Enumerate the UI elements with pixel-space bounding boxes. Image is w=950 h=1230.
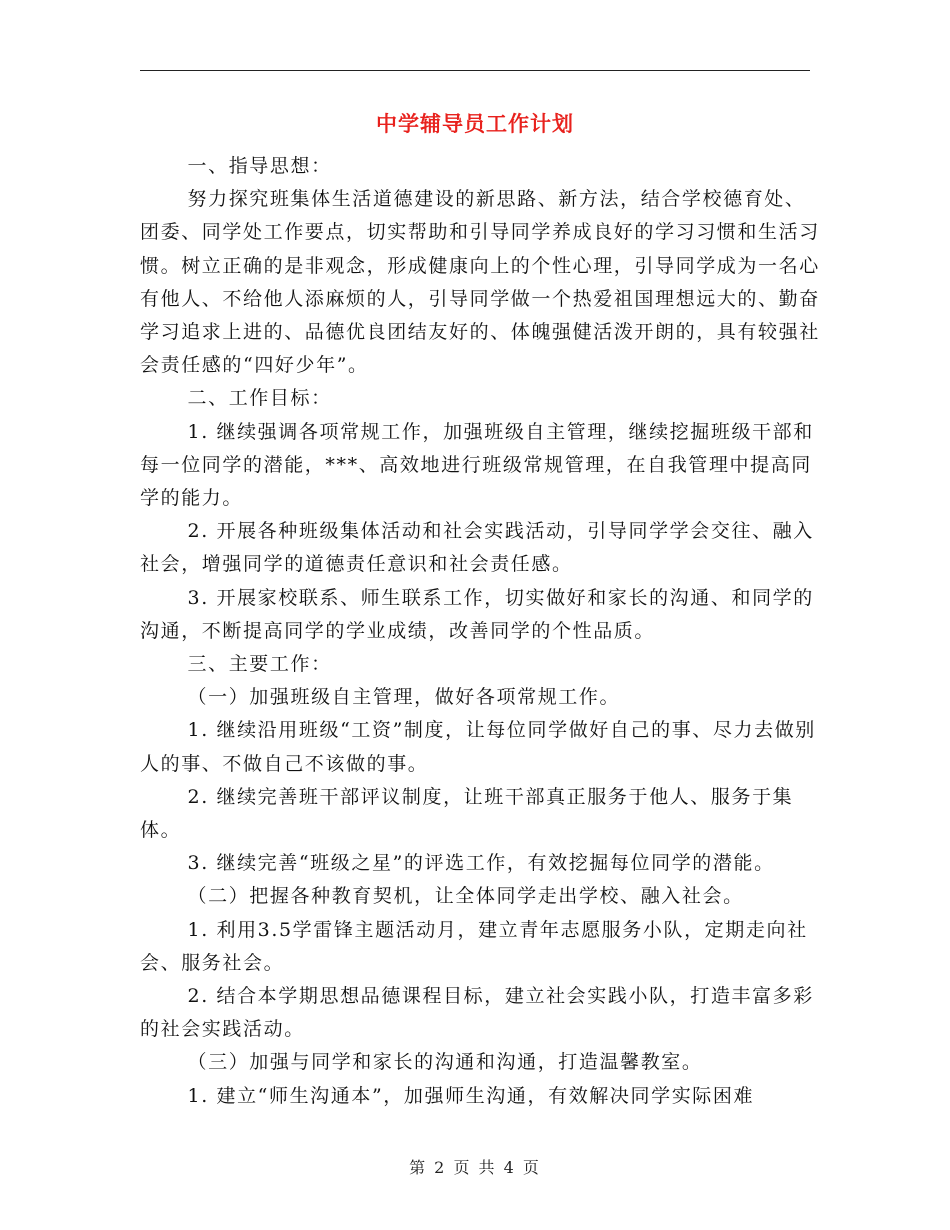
subsection-heading: （三）加强与同学和家长的沟通和沟通，打造温馨教室。 (187, 1051, 703, 1074)
paragraph: 努力探究班集体生活道德建设的新思路、新方法，结合学校德育处、团委、同学处工作要点，切实帮助和引导同学养成良好的学习习惯和生活习惯。树立正确的是非观念，形成健康向上的个性心理，引导同学成为一名心有他人、不给他人添麻烦的人，引导同学做一个热爱祖国理想远大的、勤奋学习追求上进的、品德优良团结友好的、体魄强健活泼开朗的，具有较强社会责任感的“四好少年”。 (140, 188, 820, 377)
paragraph: 1. 建立“师生沟通本”，加强师生沟通，有效解决同学实际困难 (187, 1084, 755, 1107)
subsection-heading: （二）把握各种教育契机，让全体同学走出学校、融入社会。 (187, 885, 744, 908)
paragraph: 1. 继续强调各项常规工作，加强班级自主管理，继续挖掘班级干部和每一位同学的潜能，***、高效地进行班级常规管理，在自我管理中提高同学的能力。 (140, 420, 814, 510)
document-body (140, 150, 820, 1113)
section-heading: 二、工作目标： (187, 387, 332, 410)
paragraph: 1. 利用3.5学雷锋主题活动月，建立青年志愿服务小队，定期走向社会、服务社会。 (140, 918, 808, 974)
subsection-heading: （一）加强班级自主管理，做好各项常规工作。 (187, 686, 621, 709)
paragraph: 2. 继续完善班干部评议制度，让班干部真正服务于他人、服务于集体。 (140, 785, 794, 842)
paragraph: 1. 继续沿用班级“工资”制度，让每位同学做好自己的事、尽力去做别人的事、不做自己不该做的事。 (140, 719, 816, 775)
document-title: 中学辅导员工作计划 (376, 112, 574, 136)
header-rule (140, 70, 810, 71)
paragraph: 3. 开展家校联系、师生联系工作，切实做好和家长的沟通、和同学的沟通，不断提高同学的学业成绩，改善同学的个性品质。 (140, 586, 814, 642)
paragraph: 2. 结合本学期思想品德课程目标，建立社会实践小队，打造丰富多彩的社会实践活动。 (140, 985, 814, 1041)
page-footer: 第 2 页 共 4 页 (409, 1158, 541, 1177)
section-heading: 一、指导思想： (187, 155, 332, 177)
paragraph: 3. 继续完善“班级之星”的评选工作，有效挖掘每位同学的潜能。 (187, 852, 775, 875)
paragraph: 2. 开展各种班级集体活动和社会实践活动，引导同学学会交往、融入社会，增强同学的道德责任意识和社会责任感。 (140, 520, 814, 576)
section-heading: 三、主要工作： (187, 653, 332, 676)
